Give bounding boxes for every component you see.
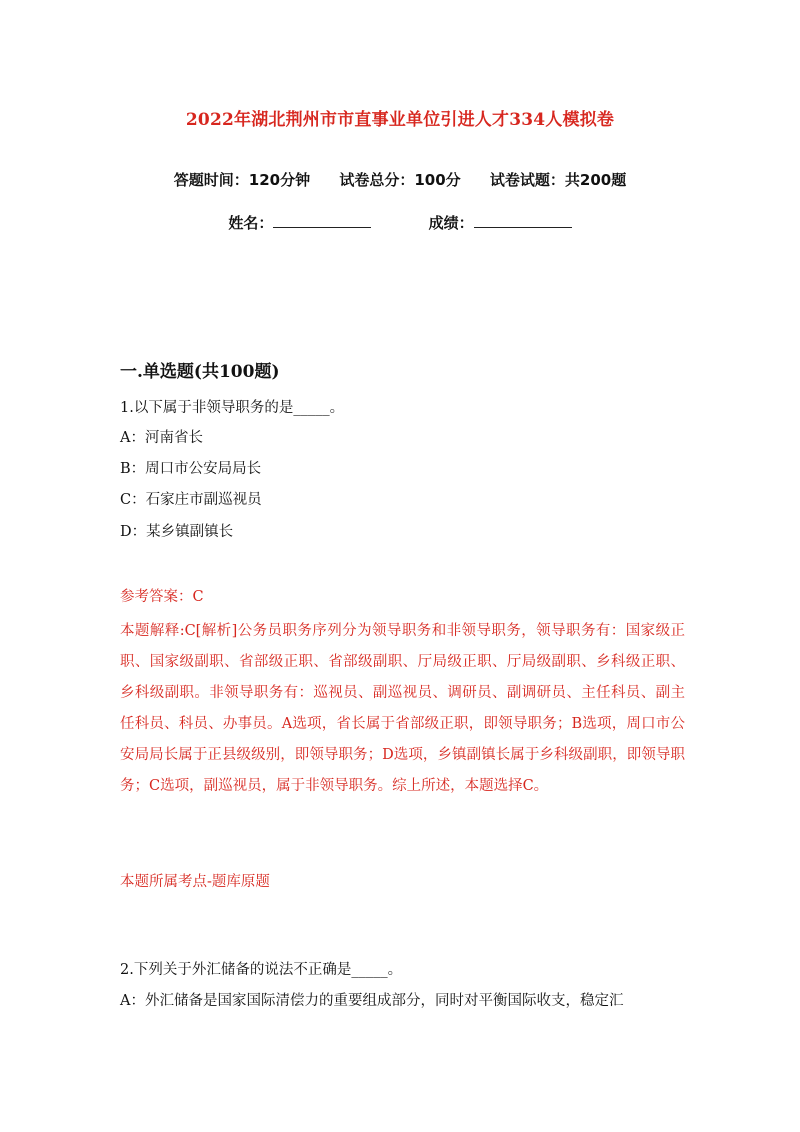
exam-title: 2022年湖北荆州市市直事业单位引进人才334人模拟卷 [185, 110, 615, 130]
question-1-option-b: B：周口市公安局局长 [120, 461, 262, 477]
name-blank-line [273, 213, 371, 228]
question-1-explanation: 本题解释:C[解析]公务员职务序列分为领导职务和非领导职务，领导职务有：国家级正职、国家级副职、省部级正职、省部级副职、厅局级正职、厅局级副职、乡科级正职、乡科级副职。非领导职务有：巡视员、副巡视员、调研员、副调研员、主任科员、副主任科员、科员、办事员。A选项，省长属于省部级正职，即领导职务；B选项，周口市公安局局长属于正县级级别，即领导职务；D选项，乡镇副镇长属于乡科级副职，即领导职务；C选项，副巡视员，属于非领导职务。综上所述，本题选择C。 [120, 623, 685, 794]
name-field-group [228, 212, 371, 233]
question-1-option-d: D：某乡镇副镇长 [120, 524, 234, 540]
score-label: 成绩： [428, 214, 474, 232]
question-2-option-a: A：外汇储备是国家国际清偿力的重要组成部分，同时对平衡国际收支，稳定汇 [120, 993, 624, 1009]
question-1-answer: 参考答案：C [120, 589, 204, 605]
exam-time: 答题时间：120分钟 [173, 171, 311, 189]
question-1-source: 本题所属考点-题库原题 [120, 874, 270, 890]
question-2-stem: 2.下列关于外汇储备的说法不正确是_____。 [120, 962, 403, 978]
score-blank-line [474, 213, 572, 228]
question-1-stem: 1.以下属于非领导职务的是_____。 [120, 400, 345, 416]
name-label: 姓名： [228, 214, 274, 232]
name-score-row [0, 212, 800, 233]
section-title: 一.单选题(共100题) [120, 362, 280, 382]
exam-total-score: 试卷总分：100分 [339, 171, 461, 189]
exam-total-questions: 试卷试题：共200题 [489, 171, 627, 189]
score-field-group [429, 212, 572, 233]
question-1-option-c: C：石家庄市副巡视员 [120, 492, 262, 508]
question-1-option-a: A：河南省长 [120, 430, 203, 446]
exam-meta [0, 169, 800, 190]
